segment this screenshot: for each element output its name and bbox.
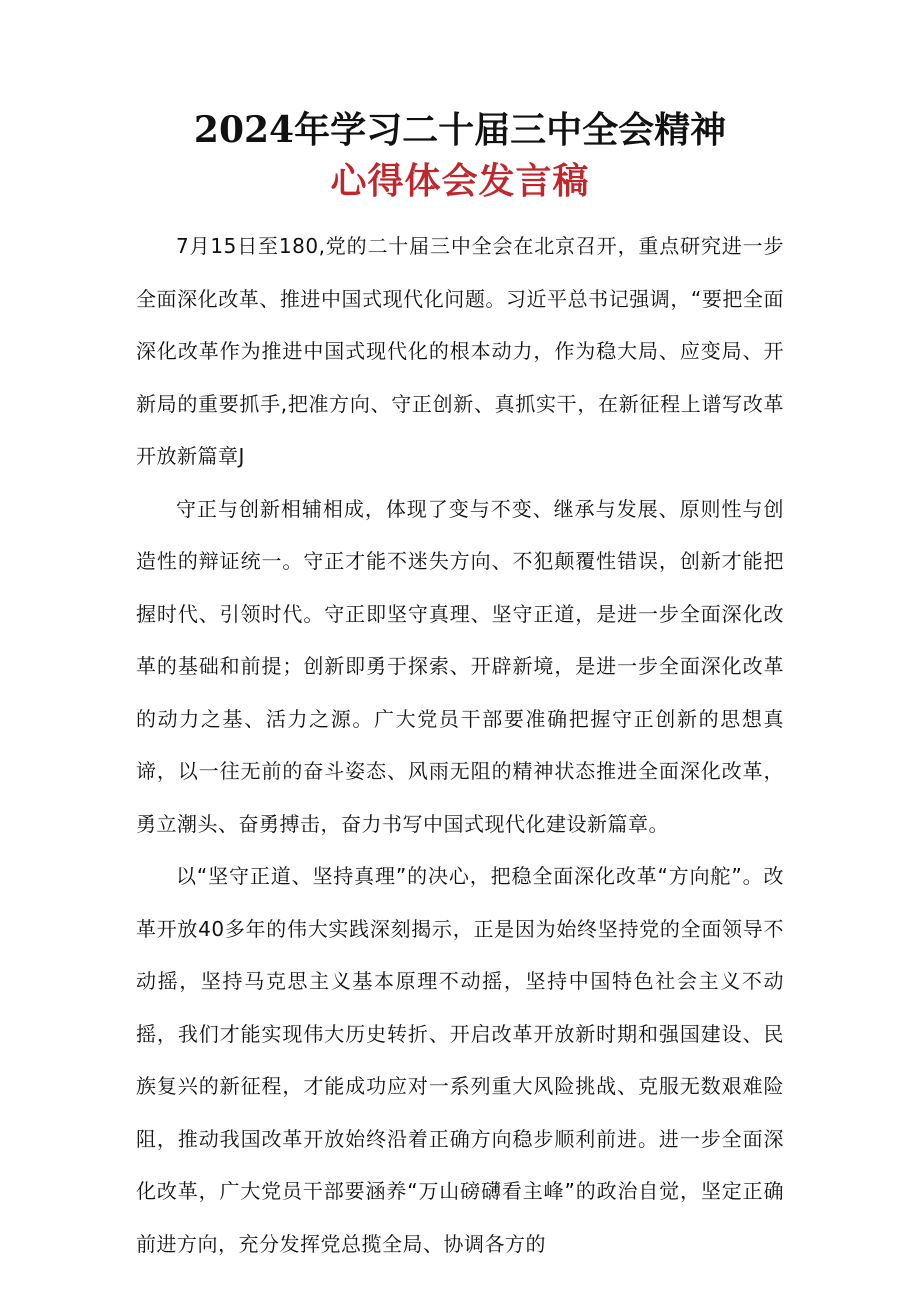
document-title: 2024年学习二十届三中全会精神 [193,109,727,151]
paragraph-1: 7月15日至180,党的二十届三中全会在北京召开，重点研究进一步全面深化改革、推进中国式现代化问题。习近平总书记强调，“要把全面深化改革作为推进中国式现代化的根本动力，作为稳大局、应变局、开新局的重要抓手,把准方向、守正创新、真抓实干，在新征程上谱写改革开放新篇章J [136,234,784,468]
paragraph-2: 守正与创新相辅相成，体现了变与不变、继承与发展、原则性与创造性的辩证统一。守正才能不迷失方向、不犯颠覆性错误，创新才能把握时代、引领时代。守正即坚守真理、坚守正道，是进一步全面深化改革的基础和前提；创新即勇于探索、开辟新境，是进一步全面深化改革的动力之基、活力之源。广大党员干部要准确把握守正创新的思想真谛，以一往无前的奋斗姿态、风雨无阻的精神状态推进全面深化改革，勇立潮头、奋勇搏击，奋力书写中国式现代化建设新篇章。 [136,496,784,836]
document-subtitle: 心得体会发言稿 [330,161,590,202]
paragraph-3: 以“坚守正道、坚持真理”的决心，把稳全面深化改革“方向舵”。改革开放40多年的伟大实践深刻揭示，正是因为始终坚持党的全面领导不动摇，坚持马克思主义基本原理不动摇，坚持中国特色社会主义不动摇，我们才能实现伟大历史转折、开启改革开放新时期和强国建设、民族复兴的新征程，才能成功应对一系列重大风险挑战、克服无数艰难险阻，推动我国改革开放始终沿着正确方向稳步顺利前进。进一步全面深化改革，广大党员干部要涵养“万山磅礴看主峰”的政治自觉，坚定正确前进方向，充分发挥党总揽全局、协调各方的 [136,864,784,1256]
document-body [136,220,784,1270]
